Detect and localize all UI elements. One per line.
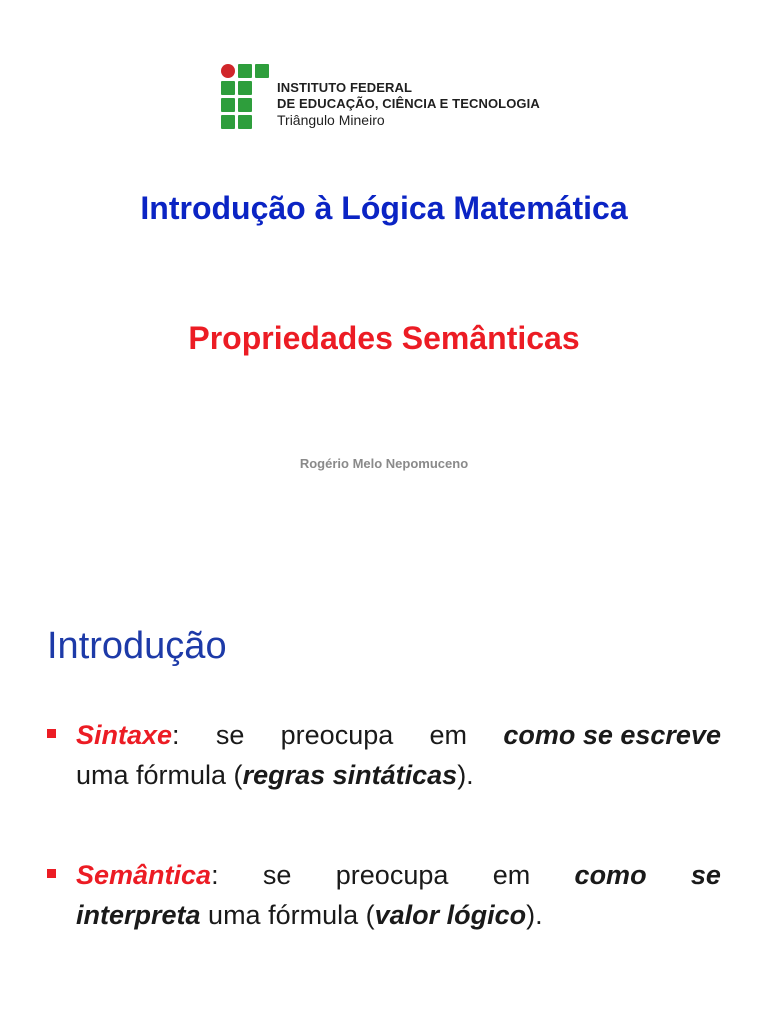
author-name: Rogério Melo Nepomuceno [299, 456, 469, 471]
bullet-marker [47, 869, 56, 878]
logo-square [255, 64, 269, 78]
emphasis-word: se [690, 860, 721, 890]
emphasis-phrase: regras sintáticas [242, 760, 458, 790]
slide-heading: Introdução [47, 625, 227, 667]
emphasis-phrase: valor lógico [374, 900, 527, 930]
term-semantica: Semântica [76, 860, 212, 890]
logo-square [238, 81, 252, 95]
presentation-subtitle: Propriedades Semânticas [188, 320, 580, 356]
logo-line-2: DE EDUCAÇÃO, CIÊNCIA E TECNOLOGIA [277, 96, 540, 111]
bullet-item-sintaxe: Sintaxe : se preocupa em como se escreve uma fórmula (regras sintáticas). [47, 715, 721, 795]
logo-square [221, 115, 235, 129]
logo-red-circle [221, 64, 235, 78]
institution-logo [221, 64, 540, 129]
bullet-item-semantica: Semântica : se preocupa em como se interpreta uma fórmula (valor lógico). [47, 855, 721, 935]
presentation-title: Introdução à Lógica Matemática [140, 190, 628, 226]
bullet-marker [47, 729, 56, 738]
logo-square [221, 98, 235, 112]
content-slide [0, 575, 768, 1024]
logo-mark [221, 64, 269, 129]
logo-square [221, 81, 235, 95]
logo-text [277, 80, 540, 128]
emphasis-word: interpreta [76, 900, 201, 930]
logo-line-1: INSTITUTO FEDERAL [277, 80, 413, 95]
logo-square [238, 98, 252, 112]
emphasis-word: como [574, 860, 647, 890]
logo-square [238, 115, 252, 129]
emphasis-phrase: como se escreve [503, 720, 721, 750]
term-sintaxe: Sintaxe [76, 720, 173, 750]
logo-square [238, 64, 252, 78]
logo-line-3: Triângulo Mineiro [277, 112, 385, 128]
